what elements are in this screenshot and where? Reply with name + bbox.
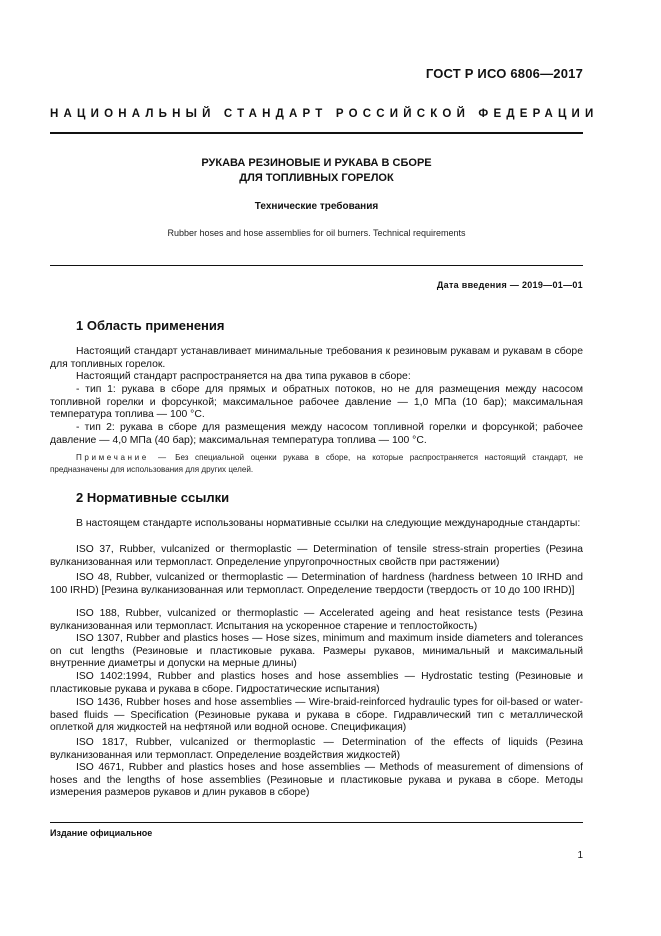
reference-iso-1402: ISO 1402:1994, Rubber and plastics hoses and hose assemblies — Hydrostatic testing (Резиновые и пластиковые рукава и рукава в сборе. Гидростатические испытания) bbox=[50, 671, 583, 695]
section-1-paragraph-2: Настоящий стандарт распространяется на два типа рукавов в сборе: bbox=[76, 371, 411, 382]
title-rule bbox=[50, 265, 583, 266]
header-rule bbox=[50, 132, 583, 134]
reference-iso-4671: ISO 4671, Rubber and plastics hoses and hose assemblies — Methods of measurement of dimensions of hoses and the lengths of hose assemblies (Резиновые и пластиковые рукава и рукава в сборе. Методы измерения размеров рукавов и длин рукавов в сборе) bbox=[50, 762, 583, 799]
section-1-type-2: - тип 2: рукава в сборе для размещения между насосом топливной горелки и форсункой; рабочее давление — 4,0 МПа (40 бар); максимальная температура топлива — 100 °С. bbox=[50, 422, 583, 446]
english-title: Rubber hoses and hose assemblies for oil burners. Technical requirements bbox=[167, 228, 466, 238]
reference-iso-188: ISO 188, Rubber, vulcanized or thermoplastic — Accelerated ageing and heat resistance tests (Резина вулканизованная или термопласт. Испытания на ускоренное старение и теплостойкость) bbox=[50, 608, 583, 632]
section-2-heading: 2 Нормативные ссылки bbox=[76, 490, 230, 505]
reference-iso-1307: ISO 1307, Rubber and plastics hoses — Hose sizes, minimum and maximum inside diameters and tolerances on cut lengths (Резиновые и пластиковые рукава. Размеры рукавов, минимальный и максимальный внутренние диаметры и допуски на мерные длины) bbox=[50, 633, 583, 670]
document-title bbox=[50, 156, 583, 186]
section-1-type-1: - тип 1: рукава в сборе для прямых и обратных потоков, но не для размещения между насосом топливной горелки и форсункой; максимальное рабочее давление — 1,0 МПа (10 бар); максимальная температура топлива — 100 °С. bbox=[50, 384, 583, 421]
note-label: Примечание — bbox=[76, 453, 169, 462]
reference-iso-48: ISO 48, Rubber, vulcanized or thermoplastic — Determination of hardness (hardness between 10 IRHD and 100 IRHD) [Резина вулканизованная или термопласт. Определение твердости (твердость от 10 до 100 IRHD)] bbox=[50, 572, 583, 596]
section-1-note bbox=[50, 452, 583, 476]
reference-iso-1817: ISO 1817, Rubber, vulcanized or thermoplastic — Determination of the effects of liquids (Резина вулканизованная или термопласт. Определение воздействия жидкостей) bbox=[50, 737, 583, 761]
title-line-1: РУКАВА РЕЗИНОВЫЕ И РУКАВА В СБОРЕ bbox=[201, 157, 432, 169]
footer-rule bbox=[50, 822, 583, 823]
title-line-2: ДЛЯ ТОПЛИВНЫХ ГОРЕЛОК bbox=[239, 172, 394, 184]
reference-iso-37: ISO 37, Rubber, vulcanized or thermoplastic — Determination of tensile stress-strain properties (Резина вулканизованная или термопласт. Определение упругопрочностных свойств при растяжении) bbox=[50, 544, 583, 568]
section-1-heading: 1 Область применения bbox=[76, 318, 225, 333]
document-subtitle: Технические требования bbox=[254, 201, 379, 212]
note-text: Без специальной оценки рукава в сборе, на которые распространяется настоящий стандарт, не предназначены для использования для других целей. bbox=[50, 453, 584, 474]
official-edition-label: Издание официальное bbox=[50, 828, 153, 838]
page-number: 1 bbox=[577, 850, 583, 861]
section-1-paragraph-1: Настоящий стандарт устанавливает минимальные требования к резиновым рукавам и рукавам в сборе для топливных горелок. bbox=[50, 346, 583, 370]
introduction-date: Дата введения — 2019—01—01 bbox=[436, 280, 583, 290]
section-2-intro: В настоящем стандарте использованы нормативные ссылки на следующие международные стандарты: bbox=[76, 518, 581, 529]
document-code: ГОСТ Р ИСО 6806—2017 bbox=[425, 66, 583, 81]
reference-iso-1436: ISO 1436, Rubber hoses and hose assemblies — Wire-braid-reinforced hydraulic types for oil-based or water-based fluids — Specification (Резиновые рукава и рукава в сборе. Гидравлический тип с металлической оплеткой для жидкостей на нефтяной или водной основе. Спецификация) bbox=[50, 697, 583, 734]
national-standard-banner: НАЦИОНАЛЬНЫЙ СТАНДАРТ РОССИЙСКОЙ ФЕДЕРАЦИИ bbox=[50, 108, 599, 120]
